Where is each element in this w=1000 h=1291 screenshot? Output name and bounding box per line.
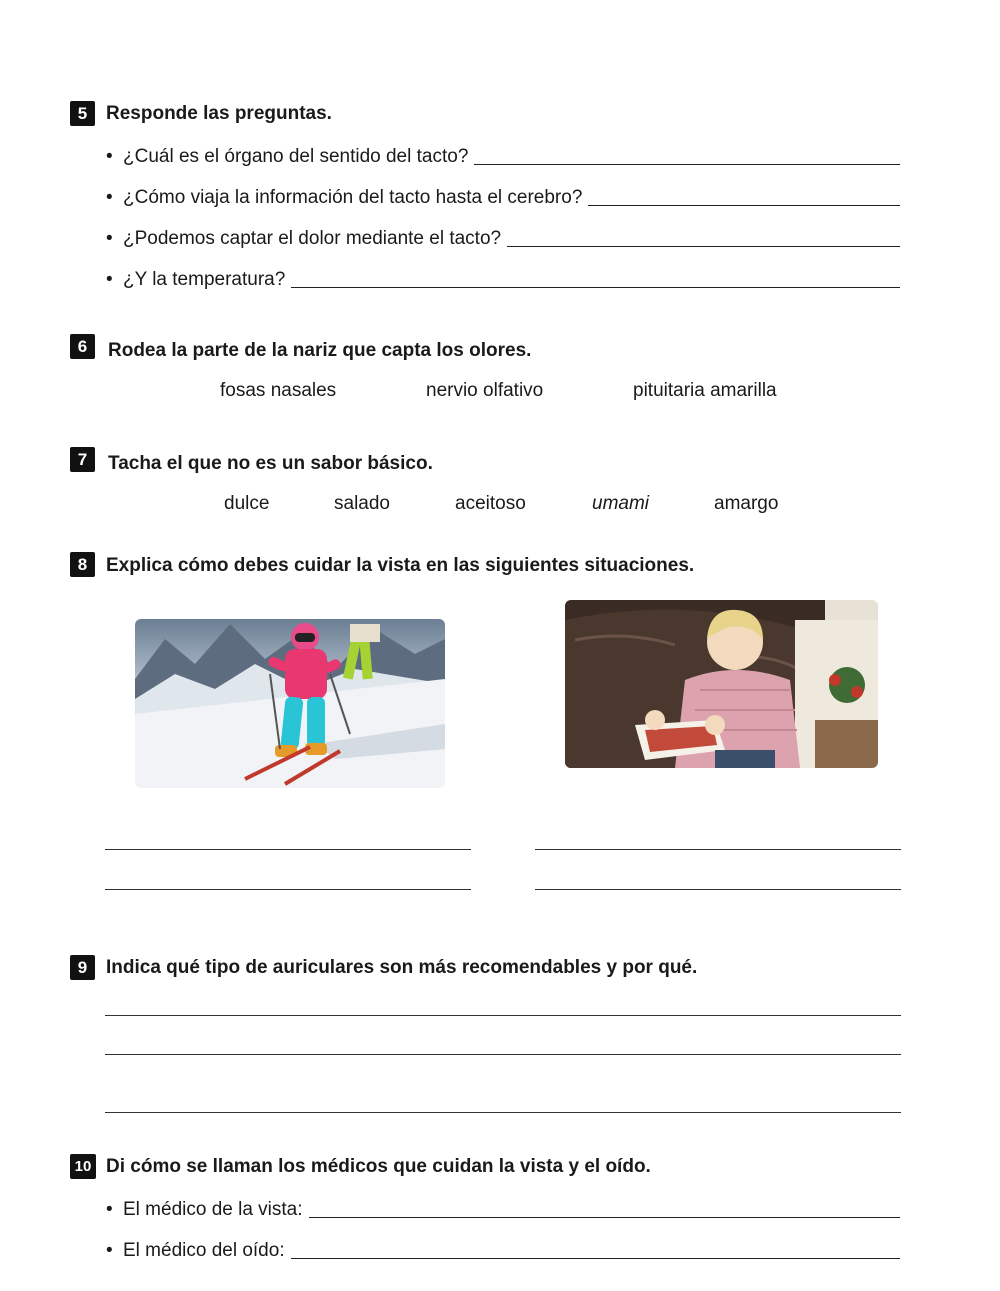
option-fosas-nasales[interactable]: fosas nasales bbox=[220, 380, 337, 401]
question-text: ¿Podemos captar el dolor mediante el tacto? bbox=[123, 228, 502, 249]
answer-line[interactable] bbox=[309, 1217, 900, 1218]
exercise-10-title: Di cómo se llaman los médicos que cuidan la vista y el oído. bbox=[106, 1156, 651, 1177]
answer-line-9-3[interactable] bbox=[105, 1112, 901, 1113]
answer-line[interactable] bbox=[588, 205, 900, 206]
option-salado[interactable]: salado bbox=[334, 493, 390, 514]
answer-line-ski-2[interactable] bbox=[105, 889, 471, 890]
skiing-child-photo bbox=[135, 619, 445, 788]
exercise-8-number: 8 bbox=[70, 552, 95, 577]
exercise-8-title: Explica cómo debes cuidar la vista en las siguientes situaciones. bbox=[106, 555, 695, 576]
bullet: • bbox=[106, 269, 113, 290]
answer-line-reading-1[interactable] bbox=[535, 849, 901, 850]
exercise-10-number: 10 bbox=[70, 1154, 96, 1179]
question-5-1 bbox=[106, 142, 900, 168]
exercise-6-number: 6 bbox=[70, 334, 95, 359]
bullet: • bbox=[106, 1199, 113, 1220]
answer-line[interactable] bbox=[291, 287, 900, 288]
bullet: • bbox=[106, 1240, 113, 1261]
question-5-3 bbox=[106, 224, 900, 250]
exercise-7-title: Tacha el que no es un sabor básico. bbox=[108, 453, 433, 474]
answer-line[interactable] bbox=[507, 246, 900, 247]
answer-line-reading-2[interactable] bbox=[535, 889, 901, 890]
question-10-1 bbox=[106, 1195, 900, 1221]
question-text: El médico del oído: bbox=[123, 1240, 285, 1261]
answer-line[interactable] bbox=[291, 1258, 900, 1259]
exercise-6-title: Rodea la parte de la nariz que capta los olores. bbox=[108, 340, 532, 361]
bullet: • bbox=[106, 228, 113, 249]
bullet: • bbox=[106, 187, 113, 208]
option-umami[interactable]: umami bbox=[592, 493, 650, 514]
option-nervio-olfativo[interactable]: nervio olfativo bbox=[426, 380, 544, 401]
bullet: • bbox=[106, 146, 113, 167]
question-10-2 bbox=[106, 1236, 900, 1262]
answer-line-9-1[interactable] bbox=[105, 1015, 901, 1016]
exercise-5-title: Responde las preguntas. bbox=[106, 103, 332, 124]
question-text: ¿Cuál es el órgano del sentido del tacto? bbox=[123, 146, 469, 167]
reading-child-photo bbox=[565, 600, 878, 768]
question-5-2 bbox=[106, 183, 900, 209]
question-text: ¿Cómo viaja la información del tacto hasta el cerebro? bbox=[123, 187, 583, 208]
option-aceitoso[interactable]: aceitoso bbox=[455, 493, 526, 514]
answer-line-ski-1[interactable] bbox=[105, 849, 471, 850]
answer-line[interactable] bbox=[474, 164, 900, 165]
exercise-9-title: Indica qué tipo de auriculares son más recomendables y por qué. bbox=[106, 957, 698, 978]
question-text: El médico de la vista: bbox=[123, 1199, 303, 1220]
option-amargo[interactable]: amargo bbox=[714, 493, 779, 514]
option-dulce[interactable]: dulce bbox=[224, 493, 270, 514]
exercise-7-number: 7 bbox=[70, 447, 95, 472]
question-5-4 bbox=[106, 265, 900, 291]
exercise-5-number: 5 bbox=[70, 101, 95, 126]
answer-line-9-2[interactable] bbox=[105, 1054, 901, 1055]
exercise-9-number: 9 bbox=[70, 955, 95, 980]
option-pituitaria-amarilla[interactable]: pituitaria amarilla bbox=[633, 380, 777, 401]
question-text: ¿Y la temperatura? bbox=[123, 269, 286, 290]
